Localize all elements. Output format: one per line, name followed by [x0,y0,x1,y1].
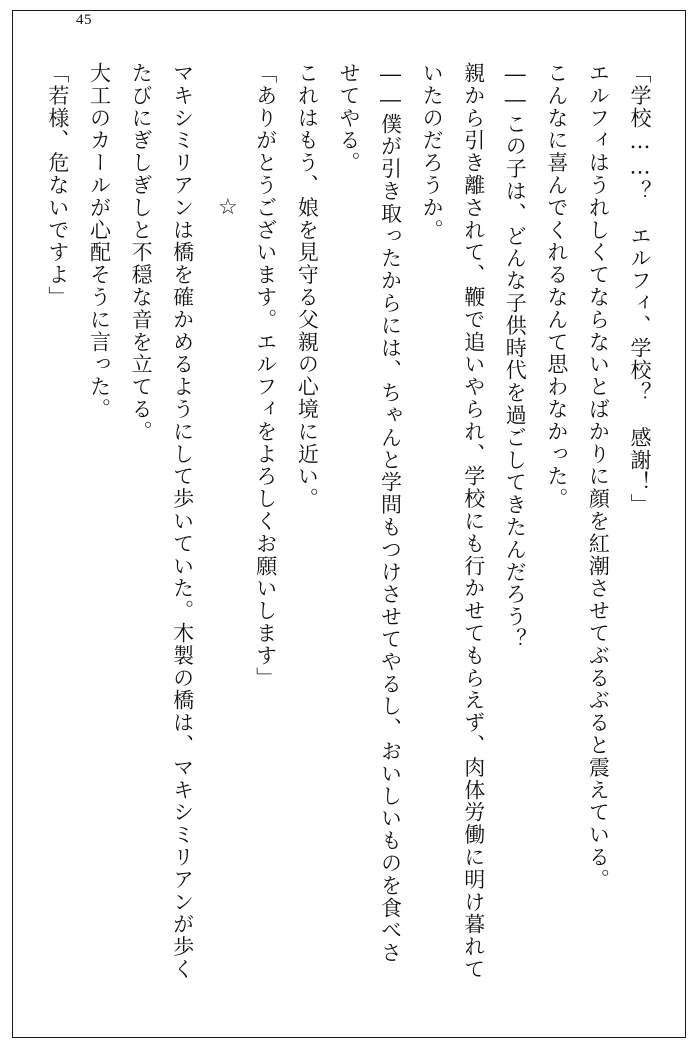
paragraph-11: 「若様、危ないですよ」 [45,62,70,309]
paragraph-5: 親から引き離されて、鞭で追いやられ、学校にも行かせてもらえず、肉体労働に明け暮れていたのだろうか。 [420,62,486,981]
paragraph-10: 大工のカールが心配そうに言った。 [87,62,112,421]
paragraph-6: ――僕が引き取ったからには、ちゃんと学問もつけさせてやるし、おいしいものを食べさせてやる。 [336,62,403,964]
star-separator-icon: ☆ [218,194,238,219]
paragraph-7: これはもう、娘を見守る父親の心境に近い。 [295,62,320,510]
paragraph-1: 「学校……？ エルフィ、学校？ 感謝！」 [628,62,652,516]
page-number: 45 [76,12,92,28]
paragraph-9: マキシミリアンは橋を確かめるようにして歩いていた。木製の橋は、マキシミリアンが歩くたびにぎしぎしと不穏な音を立てる。 [129,62,195,981]
paragraph-8: 「ありがとうございます。エルフィをよろしくお願いします」 [253,62,278,690]
paragraph-2: エルフィはうれしくてならないとばかりに顔を紅潮させてぶるぶると震えている。 [586,62,611,891]
vertical-body-text [45,62,660,982]
paragraph-3: こんなに喜んでくれるなんて思わなかった。 [544,62,569,510]
paragraph-4: ――この子は、どんな子供時代を過ごしてきたんだろう？ [503,62,528,651]
